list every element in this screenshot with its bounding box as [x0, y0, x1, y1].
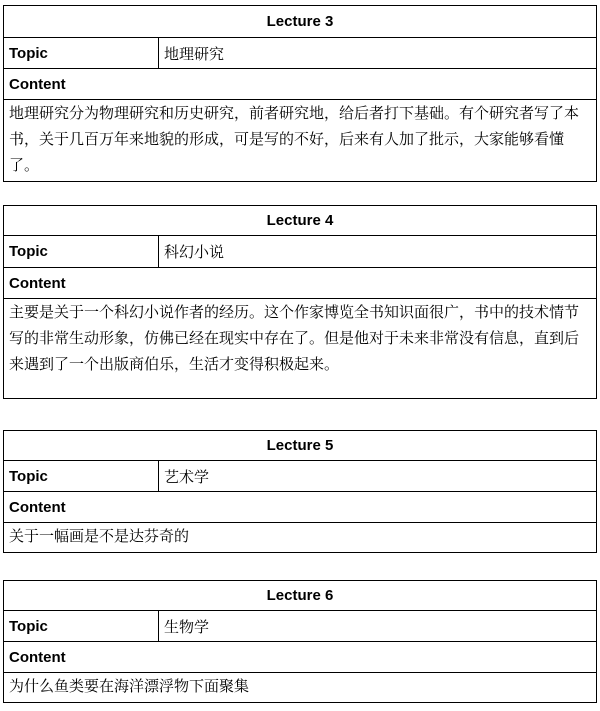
lecture-title: Lecture 5	[4, 431, 597, 461]
topic-value: 科幻小说	[159, 236, 597, 268]
lecture-title: Lecture 3	[4, 6, 597, 38]
lecture-table	[3, 580, 597, 703]
content-label: Content	[4, 268, 597, 299]
content-text: 关于一幅画是不是达芬奇的	[4, 523, 597, 553]
topic-label: Topic	[4, 38, 159, 69]
topic-value: 生物学	[159, 611, 597, 642]
topic-value: 地理研究	[159, 38, 597, 69]
content-label: Content	[4, 69, 597, 100]
lecture-title: Lecture 4	[4, 206, 597, 236]
topic-label: Topic	[4, 236, 159, 268]
topic-label: Topic	[4, 461, 159, 492]
lecture-table	[3, 205, 597, 399]
content-label: Content	[4, 492, 597, 523]
content-text: 为什么鱼类要在海洋漂浮物下面聚集	[4, 673, 597, 703]
topic-label: Topic	[4, 611, 159, 642]
lecture-table	[3, 430, 597, 553]
content-label: Content	[4, 642, 597, 673]
content-text: 地理研究分为物理研究和历史研究，前者研究地，给后者打下基础。有个研究者写了本书，关于几百万年来地貌的形成，可是写的不好，后来有人加了批示，大家能够看懂了。	[4, 100, 597, 182]
lecture-title: Lecture 6	[4, 581, 597, 611]
lecture-table	[3, 5, 597, 182]
topic-value: 艺术学	[159, 461, 597, 492]
content-text: 主要是关于一个科幻小说作者的经历。这个作家博览全书知识面很广，书中的技术情节写的非常生动形象，仿佛已经在现实中存在了。但是他对于未来非常没有信息，直到后来遇到了一个出版商伯乐，生活才变得积极起来。	[4, 299, 597, 399]
